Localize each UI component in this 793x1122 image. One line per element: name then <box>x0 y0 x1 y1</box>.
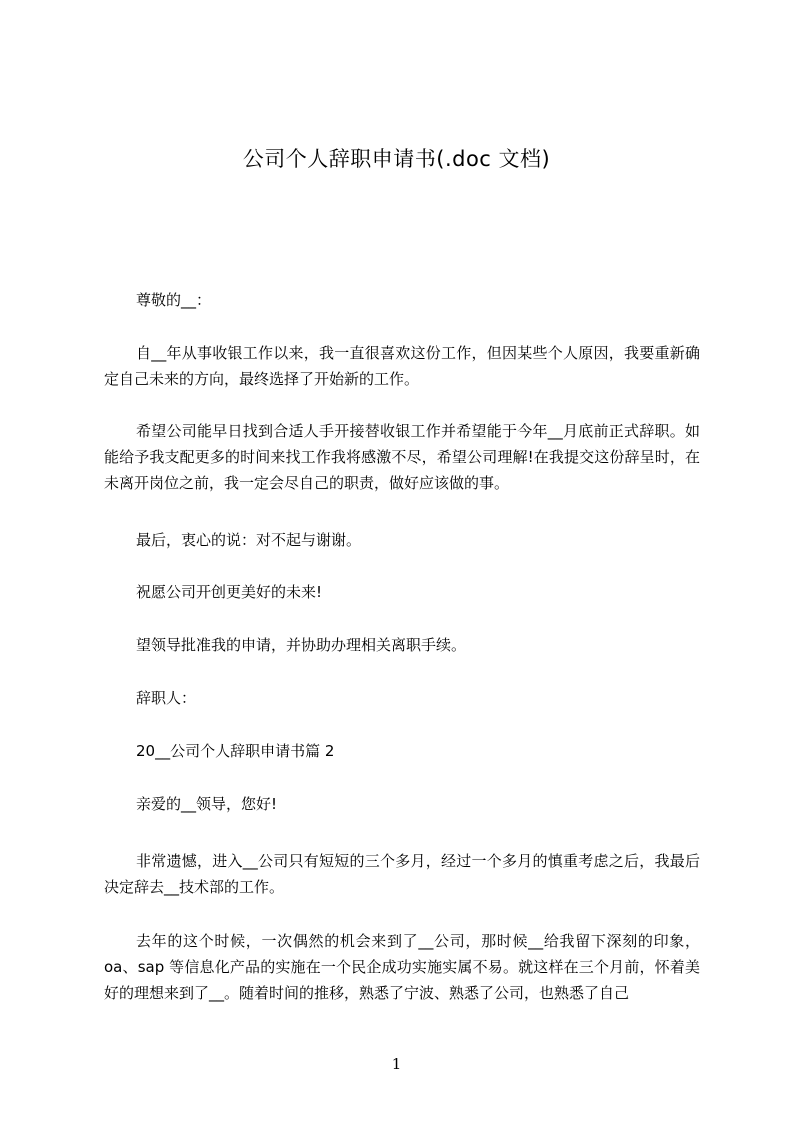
paragraph-7: 去年的这个时候，一次偶然的机会来到了__公司，那时候__给我留下深刻的印象，oa、sap 等信息化产品的实施在一个民企成功实施实属不易。就这样在三个月前，怀着美好的理想来到了__。随着时间的推移，熟悉了宁波、熟悉了公司，也熟悉了自己 <box>104 932 700 1002</box>
paragraph-1: 自__年从事收银工作以来，我一直很喜欢这份工作，但因某些个人原因，我要重新确定自己未来的方向，最终选择了开始新的工作。 <box>104 344 700 388</box>
paragraph-signature: 辞职人： <box>136 689 197 707</box>
paragraph-3: 最后，衷心的说：对不起与谢谢。 <box>136 531 362 549</box>
paragraph-4: 祝愿公司开创更美好的未来! <box>136 583 323 601</box>
paragraph-salutation: 尊敬的__： <box>136 291 212 309</box>
section-heading-2: 20__公司个人辞职申请书篇 2 <box>136 742 335 760</box>
paragraph-5: 望领导批准我的申请，并协助办理相关离职手续。 <box>136 636 467 654</box>
paragraph-6: 非常遗憾，进入__公司只有短短的三个多月，经过一个多月的慎重考虑之后，我最后决定辞去__技术部的工作。 <box>104 852 700 896</box>
paragraph-salutation-2: 亲爱的__领导，您好! <box>136 795 278 813</box>
paragraph-2: 希望公司能早日找到合适人手开接替收银工作并希望能于今年__月底前正式辞职。如能给予我支配更多的时间来找工作我将感激不尽，希望公司理解!在我提交这份辞呈时，在未离开岗位之前，我一定会尽自己的职责，做好应该做的事。 <box>104 422 700 492</box>
document-title: 公司个人辞职申请书(.doc 文档) <box>242 147 551 171</box>
page-number: 1 <box>391 1055 402 1073</box>
